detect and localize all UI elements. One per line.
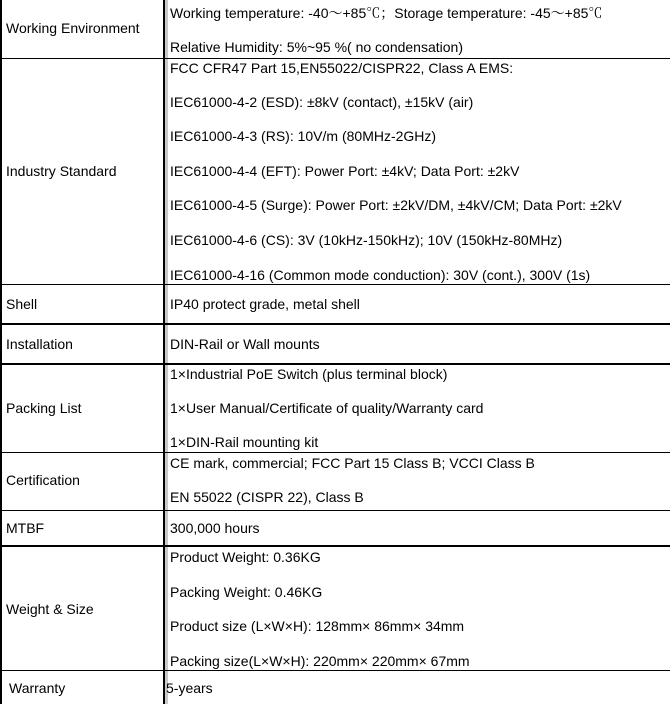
row-value-line: Working temperature: -40～+85℃；Storage temperature: -45～+85℃ (170, 5, 603, 21)
row-value-line: CE mark, commercial; FCC Part 15 Class B; VCCI Class B (170, 455, 535, 471)
row-label-installation: Installation (6, 336, 73, 352)
row-label-certification: Certification (6, 472, 80, 488)
row-divider (0, 670, 670, 671)
row-value-line: Product size (L×W×H): 128mm× 86mm× 34mm (170, 618, 465, 634)
row-divider (0, 284, 670, 285)
row-divider (0, 545, 670, 547)
row-value-line: IEC61000-4-5 (Surge): Power Port: ±2kV/DM, ±4kV/CM; Data Port: ±2kV (170, 197, 622, 213)
row-label-shell: Shell (6, 296, 38, 312)
row-divider (0, 363, 670, 365)
row-value-line: IEC61000-4-2 (ESD): ±8kV (contact), ±15kV (air) (170, 94, 474, 110)
row-value-line: 1×User Manual/Certificate of quality/Warranty card (170, 400, 484, 416)
row-value-line: 5-years (166, 680, 213, 696)
row-label-packing-list: Packing List (6, 400, 82, 416)
row-value-line: Packing Weight: 0.46KG (170, 584, 323, 600)
row-value-line: Relative Humidity: 5%~95 %( no condensation) (170, 39, 463, 55)
row-label-mtbf: MTBF (6, 520, 45, 536)
row-label-warranty: Warranty (9, 680, 66, 696)
row-value-line: IEC61000-4-3 (RS): 10V/m (80MHz-2GHz) (170, 128, 437, 144)
row-value-line: EN 55022 (CISPR 22), Class B (170, 489, 364, 505)
column-divider-shadow (165, 0, 168, 704)
row-value-line: IEC61000-4-16 (Common mode conduction): 30V (cont.), 300V (1s) (170, 267, 591, 283)
row-divider (0, 323, 670, 325)
row-divider (0, 452, 670, 453)
row-value-line: DIN-Rail or Wall mounts (170, 336, 320, 352)
row-value-line: IP40 protect grade, metal shell (170, 296, 360, 312)
row-value-line: Product Weight: 0.36KG (170, 549, 321, 565)
row-value-line: FCC CFR47 Part 15,EN55022/CISPR22, Class A EMS: (170, 60, 514, 76)
row-value-line: IEC61000-4-4 (EFT): Power Port: ±4kV; Data Port: ±2kV (170, 163, 520, 179)
row-value-line: 300,000 hours (170, 520, 260, 536)
row-divider (0, 510, 670, 511)
row-divider (0, 58, 670, 59)
row-label-industry-standard: Industry Standard (6, 163, 117, 179)
row-value-line: Packing size(L×W×H): 220mm× 220mm× 67mm (170, 653, 470, 669)
row-label-weight-size: Weight & Size (6, 601, 94, 617)
row-value-line: 1×Industrial PoE Switch (plus terminal block) (170, 366, 448, 382)
row-value-line: 1×DIN-Rail mounting kit (170, 434, 319, 450)
row-label-working-environment: Working Environment (6, 20, 140, 36)
table-border-left (0, 0, 2, 704)
row-value-line: IEC61000-4-6 (CS): 3V (10kHz-150kHz); 10V (150kHz-80MHz) (170, 232, 563, 248)
